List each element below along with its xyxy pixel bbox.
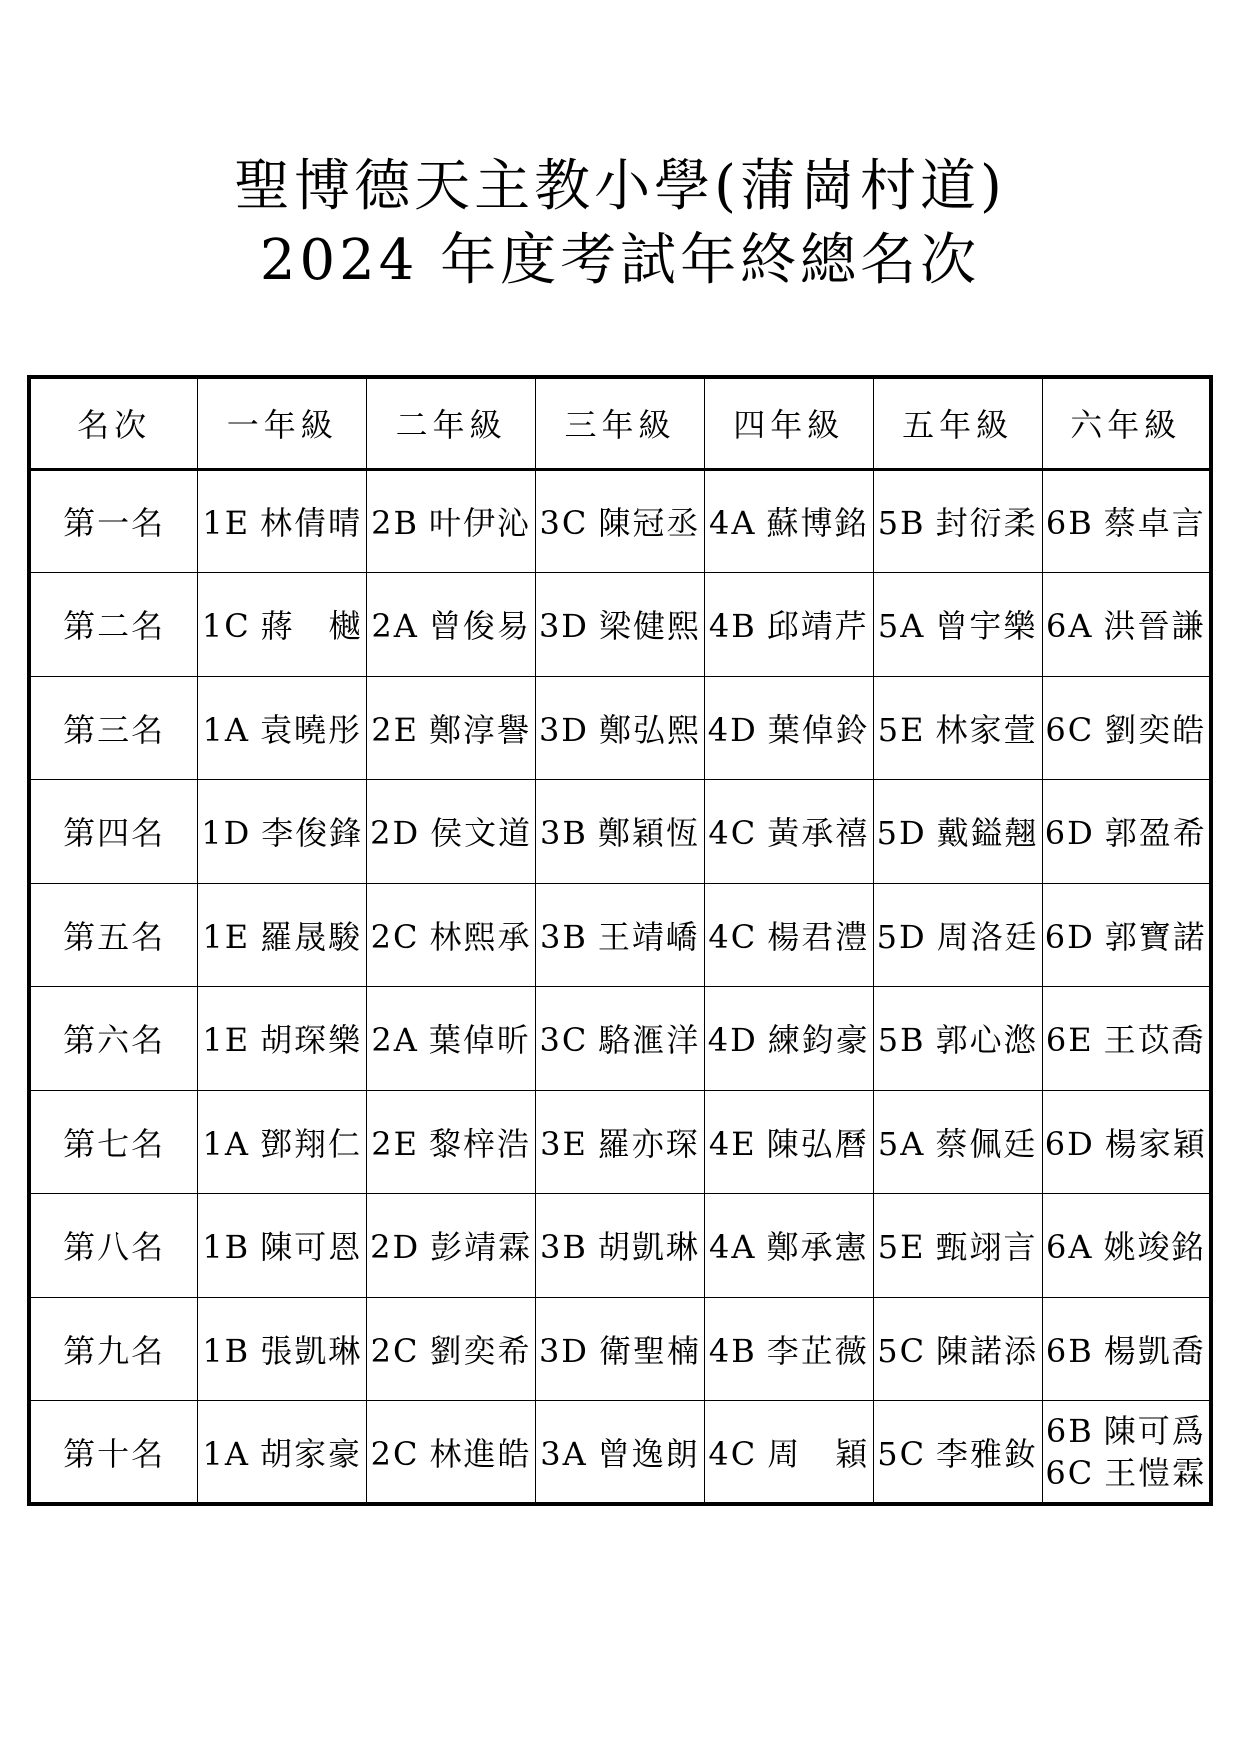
student-cell	[1042, 469, 1211, 573]
student-cell	[873, 1194, 1042, 1298]
student-cell	[704, 676, 873, 780]
student-name: 劉奕皓	[1104, 710, 1207, 749]
student-name: 林家萱	[935, 710, 1038, 749]
class-code: 1B	[202, 1331, 251, 1370]
student-cell	[704, 1297, 873, 1401]
student-name: 林倩晴	[260, 504, 363, 543]
student-name: 叶伊沁	[429, 504, 532, 543]
class-code: 2A	[371, 607, 419, 646]
student-name: 甄翊言	[935, 1228, 1038, 1267]
class-code: 5A	[877, 607, 926, 646]
student-cell	[1042, 1090, 1211, 1194]
student-cell	[1042, 987, 1211, 1091]
student-entry	[539, 711, 701, 749]
student-name: 駱滙洋	[598, 1021, 701, 1060]
student-name: 郭心滺	[935, 1021, 1038, 1060]
class-code: 4D	[707, 1021, 758, 1060]
class-code: 2C	[370, 1434, 420, 1473]
class-code: 4C	[708, 917, 758, 956]
student-cell	[367, 1297, 536, 1401]
student-entry	[540, 504, 701, 542]
class-code: 6C	[1045, 710, 1095, 749]
student-entry	[877, 1435, 1038, 1473]
student-entry	[201, 814, 363, 852]
student-name: 王愷霖	[1104, 1453, 1207, 1492]
class-code: 3A	[540, 1434, 588, 1473]
student-entry	[1043, 1410, 1209, 1452]
class-code: 6A	[1046, 1228, 1094, 1267]
student-entry	[708, 711, 870, 749]
student-entry	[371, 504, 531, 542]
student-name: 劉奕希	[429, 1331, 532, 1370]
student-name: 羅晟駿	[260, 917, 363, 956]
student-entry	[1045, 918, 1207, 956]
rank-label: 第三名	[29, 676, 198, 780]
student-entry	[1046, 504, 1206, 542]
student-name: 袁曉彤	[259, 710, 362, 749]
student-cell	[536, 883, 705, 987]
column-header-grade: 五年級	[873, 377, 1042, 469]
class-code: 5E	[877, 1228, 926, 1267]
class-code: 2A	[371, 1021, 419, 1060]
student-cell	[198, 469, 367, 573]
student-entry	[203, 1435, 362, 1473]
column-header-grade: 三年級	[536, 377, 705, 469]
class-code: 2D	[370, 1228, 421, 1267]
class-code: 5B	[877, 1021, 926, 1060]
class-code: 5C	[877, 1434, 927, 1473]
class-code: 1A	[202, 1124, 250, 1163]
class-code: 1D	[201, 814, 252, 853]
student-name: 衛聖楠	[598, 1331, 701, 1370]
class-code: 3B	[540, 917, 588, 956]
student-cell	[198, 1194, 367, 1298]
class-code: 4C	[708, 1434, 758, 1473]
student-entry	[1045, 814, 1207, 852]
student-cell	[873, 780, 1042, 884]
column-header-grade: 四年級	[704, 377, 873, 469]
student-name: 王靖嶠	[597, 917, 700, 956]
student-cell	[198, 1401, 367, 1505]
student-cell	[198, 780, 367, 884]
student-cell	[536, 1194, 705, 1298]
student-entry	[709, 607, 869, 645]
class-code: 3B	[540, 1228, 588, 1267]
student-cell	[704, 1194, 873, 1298]
student-name: 彭靖霖	[430, 1228, 533, 1267]
student-entry	[877, 1332, 1038, 1370]
class-code: 3D	[538, 607, 589, 646]
class-code: 5D	[876, 814, 927, 853]
student-cell	[873, 469, 1042, 573]
rank-label: 第二名	[29, 573, 198, 677]
student-cell	[704, 573, 873, 677]
student-name: 鄭承憲	[766, 1228, 869, 1267]
student-name: 葉倬鈴	[767, 710, 870, 749]
student-entry	[708, 1021, 870, 1059]
class-code: 6A	[1046, 607, 1094, 646]
student-cell	[367, 987, 536, 1091]
student-entry	[203, 1125, 362, 1163]
table-header	[29, 377, 1211, 469]
student-entry	[539, 1332, 701, 1370]
student-name: 楊君澧	[767, 917, 870, 956]
class-code: 4D	[707, 710, 758, 749]
student-cell	[704, 987, 873, 1091]
rank-label: 第七名	[29, 1090, 198, 1194]
student-entry	[202, 1332, 362, 1370]
student-name: 姚竣銘	[1103, 1228, 1206, 1267]
class-code: 3E	[540, 1124, 588, 1163]
class-code: 4B	[708, 1331, 757, 1370]
student-name: 鄧翔仁	[259, 1124, 362, 1163]
student-name: 林進皓	[429, 1434, 532, 1473]
class-code: 4C	[708, 814, 758, 853]
student-entry	[1046, 1332, 1206, 1370]
student-entry	[708, 814, 869, 852]
student-name: 蔡佩廷	[935, 1124, 1038, 1163]
student-name: 李芷薇	[766, 1331, 869, 1370]
column-header-grade: 一年級	[198, 377, 367, 469]
student-cell	[198, 1090, 367, 1194]
student-name: 李雅釹	[936, 1434, 1039, 1473]
student-entry	[1046, 1228, 1205, 1266]
student-name: 林熙承	[429, 917, 532, 956]
class-code: 6C	[1045, 1453, 1095, 1492]
class-code: 1C	[201, 607, 251, 646]
student-entry	[539, 607, 701, 645]
student-name: 邱靖芹	[766, 607, 869, 646]
student-cell	[873, 1090, 1042, 1194]
student-cell	[367, 676, 536, 780]
student-cell	[367, 573, 536, 677]
student-entry	[878, 607, 1037, 645]
school-name: 聖博德天主教小學(蒲崗村道)	[234, 154, 1006, 219]
student-entry	[371, 918, 532, 956]
rank-label: 第十名	[29, 1401, 198, 1505]
student-entry	[202, 918, 362, 956]
student-cell	[704, 1090, 873, 1194]
student-entry	[1046, 1021, 1206, 1059]
student-entry	[1043, 1452, 1209, 1494]
student-entry	[709, 1228, 868, 1266]
student-cell	[704, 469, 873, 573]
class-code: 2E	[371, 1124, 419, 1163]
student-entry	[540, 814, 700, 852]
table-row	[29, 987, 1211, 1091]
table-row	[29, 1090, 1211, 1194]
student-name: 陳弘曆	[766, 1124, 869, 1163]
student-entry	[878, 1228, 1038, 1266]
student-cell	[704, 883, 873, 987]
class-code: 4A	[709, 504, 757, 543]
table-row	[29, 676, 1211, 780]
student-cell	[367, 780, 536, 884]
student-entry	[709, 504, 868, 542]
student-entry	[877, 814, 1039, 852]
student-entry	[371, 1332, 532, 1370]
student-cell	[536, 469, 705, 573]
student-name: 王苡喬	[1103, 1021, 1206, 1060]
class-code: 1A	[202, 1434, 250, 1473]
student-cell	[367, 469, 536, 573]
student-entry	[878, 504, 1038, 542]
rank-label: 第八名	[29, 1194, 198, 1298]
student-entry	[540, 1435, 699, 1473]
student-cell	[873, 1401, 1042, 1505]
student-entry	[1045, 1125, 1207, 1163]
table-row	[29, 1401, 1211, 1505]
student-name: 羅亦琛	[597, 1124, 700, 1163]
student-entry	[202, 1228, 362, 1266]
student-cell	[1042, 780, 1211, 884]
class-code: 6B	[1045, 1331, 1094, 1370]
class-code: 4A	[709, 1228, 757, 1267]
student-name: 楊家穎	[1104, 1124, 1207, 1163]
class-code: 5E	[877, 710, 926, 749]
student-cell	[536, 1297, 705, 1401]
student-cell	[1042, 883, 1211, 987]
student-entry	[371, 711, 531, 749]
student-entry	[708, 1435, 869, 1473]
class-code: 5C	[877, 1331, 927, 1370]
student-cell	[536, 987, 705, 1091]
student-name: 練鈞豪	[767, 1021, 870, 1060]
student-cell	[704, 780, 873, 884]
class-code: 5B	[877, 504, 926, 543]
class-code: 4B	[708, 607, 757, 646]
student-name: 蘇博銘	[766, 504, 869, 543]
student-cell	[1042, 573, 1211, 677]
student-name: 郭盈希	[1104, 814, 1207, 853]
column-header-grade: 二年級	[367, 377, 536, 469]
student-name: 蔡卓言	[1103, 504, 1206, 543]
student-entry	[709, 1125, 869, 1163]
student-cell	[198, 987, 367, 1091]
table-row	[29, 883, 1211, 987]
class-code: 2C	[370, 917, 420, 956]
student-entry	[371, 1435, 532, 1473]
student-cell	[198, 676, 367, 780]
student-entry	[203, 711, 362, 749]
student-name: 黃承禧	[767, 814, 870, 853]
student-cell	[1042, 676, 1211, 780]
class-code: 3C	[539, 1021, 589, 1060]
student-cell	[873, 1297, 1042, 1401]
ranking-table	[27, 375, 1213, 1506]
student-entry	[540, 1125, 700, 1163]
student-name: 張凱琳	[260, 1331, 363, 1370]
class-code: 2B	[371, 504, 420, 543]
student-name: 蔣 樾	[260, 607, 363, 646]
student-entry	[371, 1125, 531, 1163]
student-name: 洪晉謙	[1103, 607, 1206, 646]
student-cell	[536, 676, 705, 780]
student-cell	[536, 1090, 705, 1194]
student-entry	[202, 607, 363, 645]
student-name: 鄭穎恆	[597, 814, 700, 853]
report-title: 2024 年度考試年終總名次	[259, 228, 981, 293]
student-entry	[540, 918, 700, 956]
student-cell	[873, 676, 1042, 780]
table-row	[29, 1194, 1211, 1298]
student-name: 李俊鋒	[261, 814, 364, 853]
student-entry	[370, 1228, 532, 1266]
class-code: 2E	[371, 710, 419, 749]
student-name: 曾俊易	[428, 607, 531, 646]
header-row	[29, 377, 1211, 469]
class-code: 1E	[202, 504, 251, 543]
student-cell	[873, 987, 1042, 1091]
class-code: 1A	[202, 710, 250, 749]
student-name: 胡家豪	[259, 1434, 362, 1473]
student-cell	[1042, 1194, 1211, 1298]
student-cell	[1042, 1401, 1211, 1505]
student-name: 鄭弘熙	[598, 710, 701, 749]
student-name: 陳冠丞	[598, 504, 701, 543]
class-code: 2C	[370, 1331, 420, 1370]
student-cell	[367, 1194, 536, 1298]
class-code: 3B	[540, 814, 588, 853]
class-code: 3D	[538, 1331, 589, 1370]
student-name: 曾逸朗	[597, 1434, 700, 1473]
student-cell	[536, 573, 705, 677]
student-name: 周洛廷	[936, 917, 1039, 956]
student-name: 葉倬昕	[428, 1021, 531, 1060]
class-code: 3D	[538, 710, 589, 749]
student-name: 曾宇樂	[935, 607, 1038, 646]
rank-label: 第四名	[29, 780, 198, 884]
student-name: 侯文道	[430, 814, 533, 853]
class-code: 2D	[370, 814, 421, 853]
student-name: 戴鎰翹	[936, 814, 1039, 853]
student-entry	[708, 918, 869, 956]
column-header-grade: 六年級	[1042, 377, 1211, 469]
class-code: 6D	[1044, 814, 1095, 853]
student-entry	[371, 1021, 530, 1059]
student-entry	[1045, 711, 1206, 749]
student-entry	[370, 814, 532, 852]
student-name: 楊凱喬	[1103, 1331, 1206, 1370]
table-row	[29, 573, 1211, 677]
student-entry	[877, 918, 1039, 956]
student-entry	[709, 1332, 869, 1370]
table-row	[29, 469, 1211, 573]
rank-label: 第六名	[29, 987, 198, 1091]
student-entry	[540, 1021, 701, 1059]
student-cell	[367, 1401, 536, 1505]
student-cell	[536, 780, 705, 884]
student-cell	[873, 883, 1042, 987]
class-code: 5A	[877, 1124, 926, 1163]
student-entry	[878, 1021, 1038, 1059]
student-name: 郭寶諾	[1104, 917, 1207, 956]
student-entry	[202, 1021, 362, 1059]
class-code: 3C	[539, 504, 589, 543]
student-name: 鄭淳譽	[428, 710, 531, 749]
student-cell	[1042, 1297, 1211, 1401]
column-header-rank: 名次	[29, 377, 198, 469]
student-name: 周 穎	[767, 1434, 870, 1473]
student-cell	[198, 573, 367, 677]
student-entry	[878, 711, 1038, 749]
class-code: 6E	[1045, 1021, 1094, 1060]
student-name: 陳可爲	[1103, 1411, 1206, 1450]
student-name: 黎梓浩	[428, 1124, 531, 1163]
student-cell	[873, 573, 1042, 677]
rank-label: 第九名	[29, 1297, 198, 1401]
document-title	[0, 150, 1240, 298]
student-cell	[704, 1401, 873, 1505]
rank-label: 第一名	[29, 469, 198, 573]
table-row	[29, 780, 1211, 884]
class-code: 5D	[876, 917, 927, 956]
student-name: 陳可恩	[260, 1228, 363, 1267]
student-cell	[198, 883, 367, 987]
student-name: 梁健熙	[598, 607, 701, 646]
class-code: 1E	[202, 917, 251, 956]
class-code: 6B	[1045, 1411, 1094, 1450]
table-row	[29, 1297, 1211, 1401]
student-entry	[540, 1228, 700, 1266]
class-code: 6B	[1045, 504, 1094, 543]
class-code: 1B	[202, 1228, 251, 1267]
class-code: 1E	[202, 1021, 251, 1060]
student-name: 封衍柔	[935, 504, 1038, 543]
class-code: 6D	[1044, 1124, 1095, 1163]
class-code: 4E	[708, 1124, 757, 1163]
student-cell	[198, 1297, 367, 1401]
student-name: 胡凱琳	[597, 1228, 700, 1267]
student-cell	[367, 883, 536, 987]
student-cell	[536, 1401, 705, 1505]
student-name: 陳諾添	[936, 1331, 1039, 1370]
class-code: 6D	[1044, 917, 1095, 956]
student-entry	[878, 1125, 1037, 1163]
student-entry	[371, 607, 530, 645]
student-cell	[367, 1090, 536, 1194]
student-entry	[1046, 607, 1205, 645]
student-name: 胡琛樂	[260, 1021, 363, 1060]
student-entry	[202, 504, 362, 542]
rank-label: 第五名	[29, 883, 198, 987]
table-body	[29, 469, 1211, 1504]
